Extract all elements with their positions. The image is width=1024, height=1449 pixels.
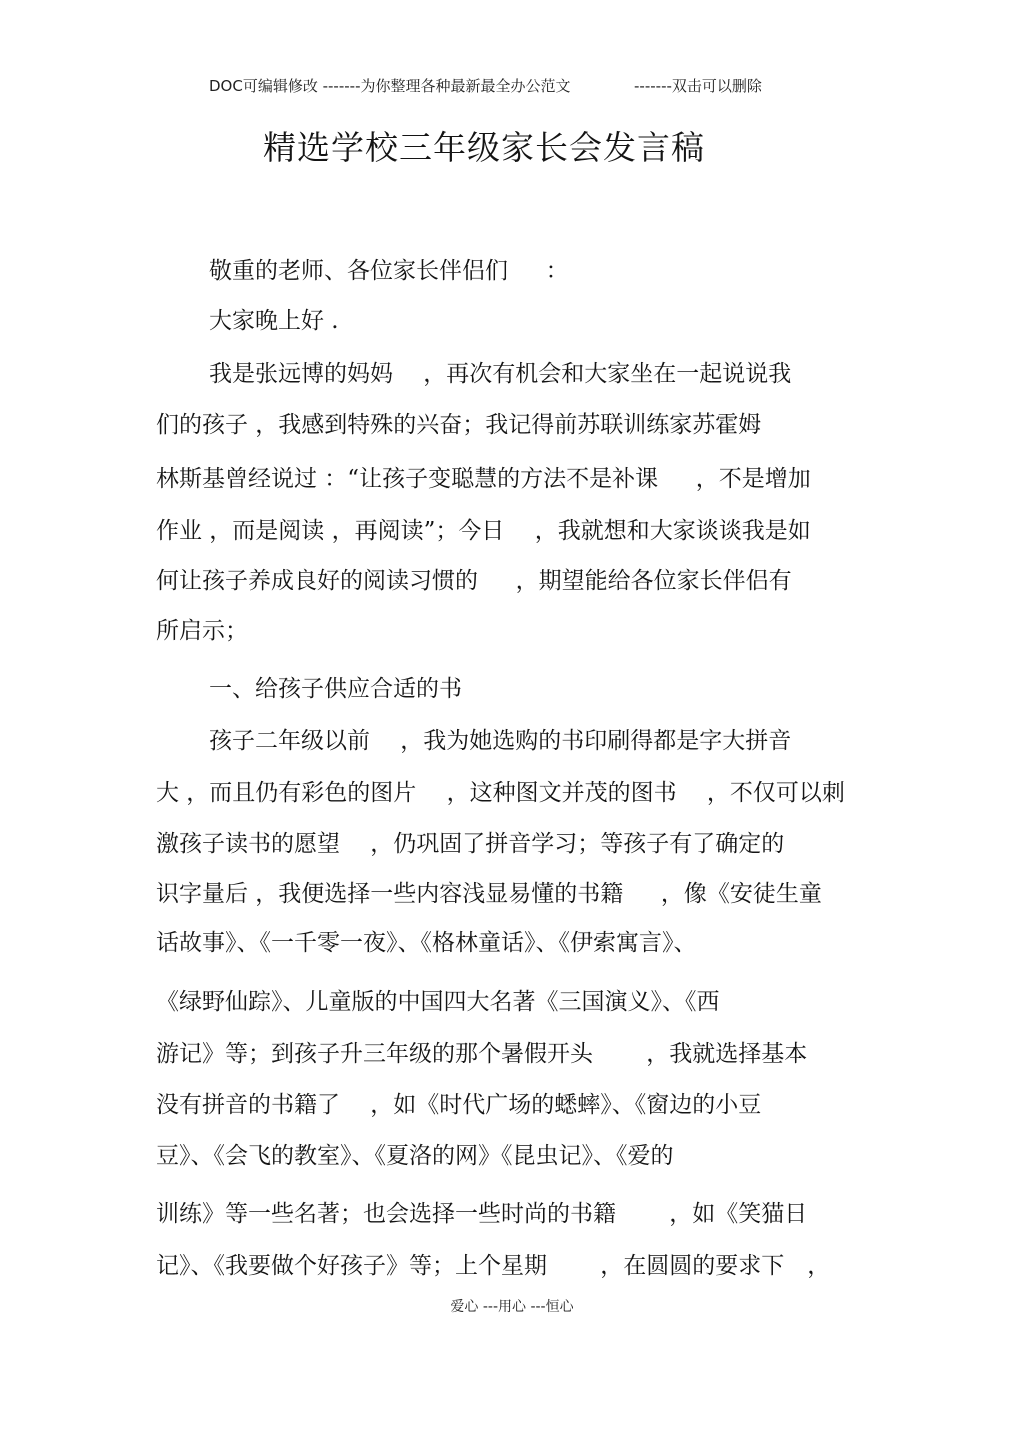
- body-line: 我是张远博的妈妈 ，再次有机会和大家坐在一起说说我: [209, 361, 792, 387]
- body-line: 激孩子读书的愿望 ，仍巩固了拼音学习；等孩子有了确定的: [156, 831, 785, 857]
- body-line: 作业 ，而是阅读 ，再阅读”；今日 ，我就想和大家谈谈我是如: [156, 518, 811, 544]
- body-line: 孩子二年级以前 ，我为她选购的书印刷得都是字大拼音: [209, 728, 792, 754]
- body-line: 豆》、《会飞的教室》、《夏洛的网》《昆虫记》、《爱的: [156, 1143, 674, 1169]
- body-line: 识字量后 ，我便选择一些内容浅显易懂的书籍 ，像《安徒生童: [156, 881, 822, 907]
- page-header: [0, 74, 1024, 98]
- body-line: 所启示；: [156, 618, 248, 644]
- body-line: 游记》等；到孩子升三年级的那个暑假开头 ，我就选择基本: [156, 1041, 808, 1067]
- body-line: 大 ，而且仍有彩色的图片 ，这种图文并茂的图书 ，不仅可以刺: [156, 780, 845, 806]
- body-line: 训练》等一些名著；也会选择一些时尚的书籍 ，如《笑猫日: [156, 1201, 808, 1227]
- body-line: 林斯基曾经说过 ：“让孩子变聪慧的方法不是补课 ，不是增加: [156, 466, 811, 492]
- header-right-text: -------双击可以删除: [634, 77, 762, 95]
- document-title: 精选学校三年级家长会发言稿: [263, 128, 705, 167]
- greeting-line: 敬重的老师、各位家长伴侣们 ：: [209, 258, 569, 284]
- body-line: 记》、《我要做个好孩子》等；上个星期 ，在圆圆的要求下 ，: [156, 1253, 831, 1279]
- body-line: 《绿野仙踪》、儿童版的中国四大名著《三国演义》、《西: [156, 989, 720, 1015]
- body-line: 没有拼音的书籍了 ，如《时代广场的蟋蟀》、《窗边的小豆: [156, 1092, 762, 1118]
- body-line: 话故事》、《一千零一夜》、《格林童话》、《伊索寓言》、: [156, 930, 697, 956]
- section-heading: 一、给孩子供应合适的书: [209, 676, 462, 702]
- header-left-text: DOC可编辑修改 -------为你整理各种最新最全办公范文: [209, 77, 571, 95]
- page-footer: 爱心 ---用心 ---恒心: [450, 1299, 574, 1315]
- salutation-line: 大家晚上好 .: [209, 308, 339, 334]
- body-line: 们的孩子 ，我感到特殊的兴奋；我记得前苏联训练家苏霍姆: [156, 412, 762, 438]
- body-line: 何让孩子养成良好的阅读习惯的 ，期望能给各位家长伴侣有: [156, 568, 792, 594]
